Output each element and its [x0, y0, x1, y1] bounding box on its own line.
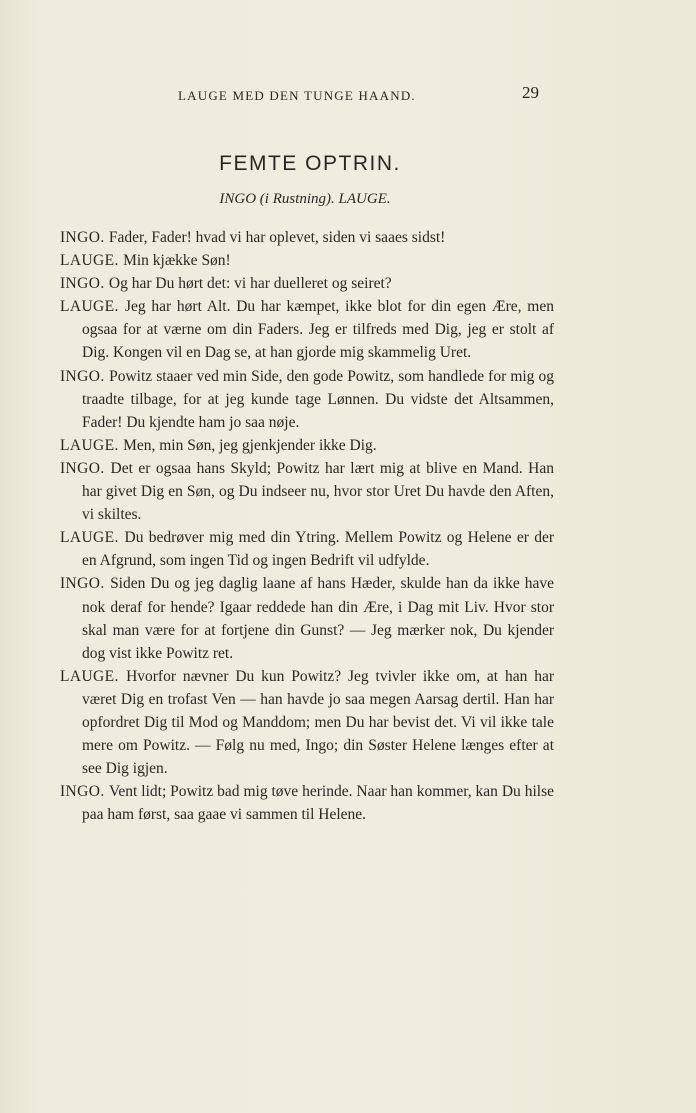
speaker-name: LAUGE.: [60, 298, 119, 316]
speech-line: [60, 665, 554, 780]
speech-line: [60, 365, 554, 434]
speech-text: Jeg har hørt Alt. Du har kæmpet, ikke blot for din egen Ære, men ogsaa for at værne om din Faders. Jeg er tilfreds med Dig, jeg er stolt af Dig. Kongen vil en Dag se, at han gjorde mig skammelig Uret.: [82, 298, 554, 362]
speech-line: [60, 434, 554, 457]
speaker-name: INGO.: [60, 367, 105, 385]
speech-text: Siden Du og jeg daglig laane af hans Hæder, skulde han da ikke have nok deraf for hende? Igaar reddede han din Ære, i Dag mit Liv. Hvor stor skal man være for at fortjene din Gunst? — Jeg mærker nok, Du kjender dog vist ikke Powitz ret.: [82, 575, 555, 662]
speech-text: Men, min Søn, jeg gjenkjender ikke Dig.: [123, 436, 377, 454]
speech-text: Min kjække Søn!: [123, 252, 231, 270]
speech-text: Det er ogsaa hans Skyld; Powitz har lært mig at blive en Mand. Han har givet Dig en Søn, og Du indseer nu, hvor stor Uret Du havde den Aften, vi skiltes.: [82, 459, 554, 524]
speaker-name: INGO.: [60, 459, 105, 477]
speech-line: [60, 295, 554, 364]
speaker-name: LAUGE.: [60, 667, 119, 685]
speech-line: [60, 526, 554, 572]
speech-text: Powitz staaer ved min Side, den gode Powitz, som handlede for mig og traadte tilbage, for at jeg kunde tage Lønnen. Du vidste det Altsammen, Fader! Du kjendte ham jo saa nøje.: [82, 367, 555, 431]
cast-line: INGO (i Rustning). LAUGE.: [219, 191, 391, 207]
dialogue-block: [60, 226, 554, 826]
speaker-name: LAUGE.: [60, 529, 119, 547]
running-head: LAUGE MED DEN TUNGE HAAND.: [178, 88, 416, 103]
speech-text: Vent lidt; Powitz bad mig tøve herinde. Naar han kommer, kan Du hilse paa ham først, saa gaae vi sammen til Helene.: [82, 783, 554, 824]
speech-text: Og har Du hørt det: vi har duelleret og seiret?: [108, 275, 392, 293]
speech-line: [60, 457, 554, 526]
speaker-name: INGO.: [60, 229, 105, 246]
scene-title: FEMTE OPTRIN.: [219, 152, 401, 175]
speech-line: [60, 226, 554, 249]
speech-line: [60, 249, 554, 272]
page-number: 29: [522, 83, 539, 102]
speech-text: Fader, Fader! hvad vi har oplevet, siden vi saaes sidst!: [108, 229, 446, 246]
speech-line: [60, 780, 554, 826]
speaker-name: INGO.: [60, 783, 105, 801]
speech-text: Hvorfor nævner Du kun Powitz? Jeg tvivler ikke om, at han har været Dig en trofast Ven — han havde jo saa megen Aarsag dertil. Han har opfordret Dig til Mod og Manddom; men Du har bevist det. Vi vil ikke tale mere om Powitz. — Følg nu med, Ingo; din Søster Helene længes efter at see Dig igjen.: [82, 667, 554, 778]
speaker-name: INGO.: [60, 275, 105, 293]
speech-text: Du bedrøver mig med din Ytring. Mellem Powitz og Helene er der en Afgrund, som ingen Tid og ingen Bedrift vil udfylde.: [82, 529, 554, 570]
speech-line: [60, 572, 554, 664]
speaker-name: INGO.: [60, 575, 105, 593]
speech-line: [60, 272, 554, 295]
speaker-name: LAUGE.: [60, 252, 119, 270]
speaker-name: LAUGE.: [60, 436, 119, 454]
